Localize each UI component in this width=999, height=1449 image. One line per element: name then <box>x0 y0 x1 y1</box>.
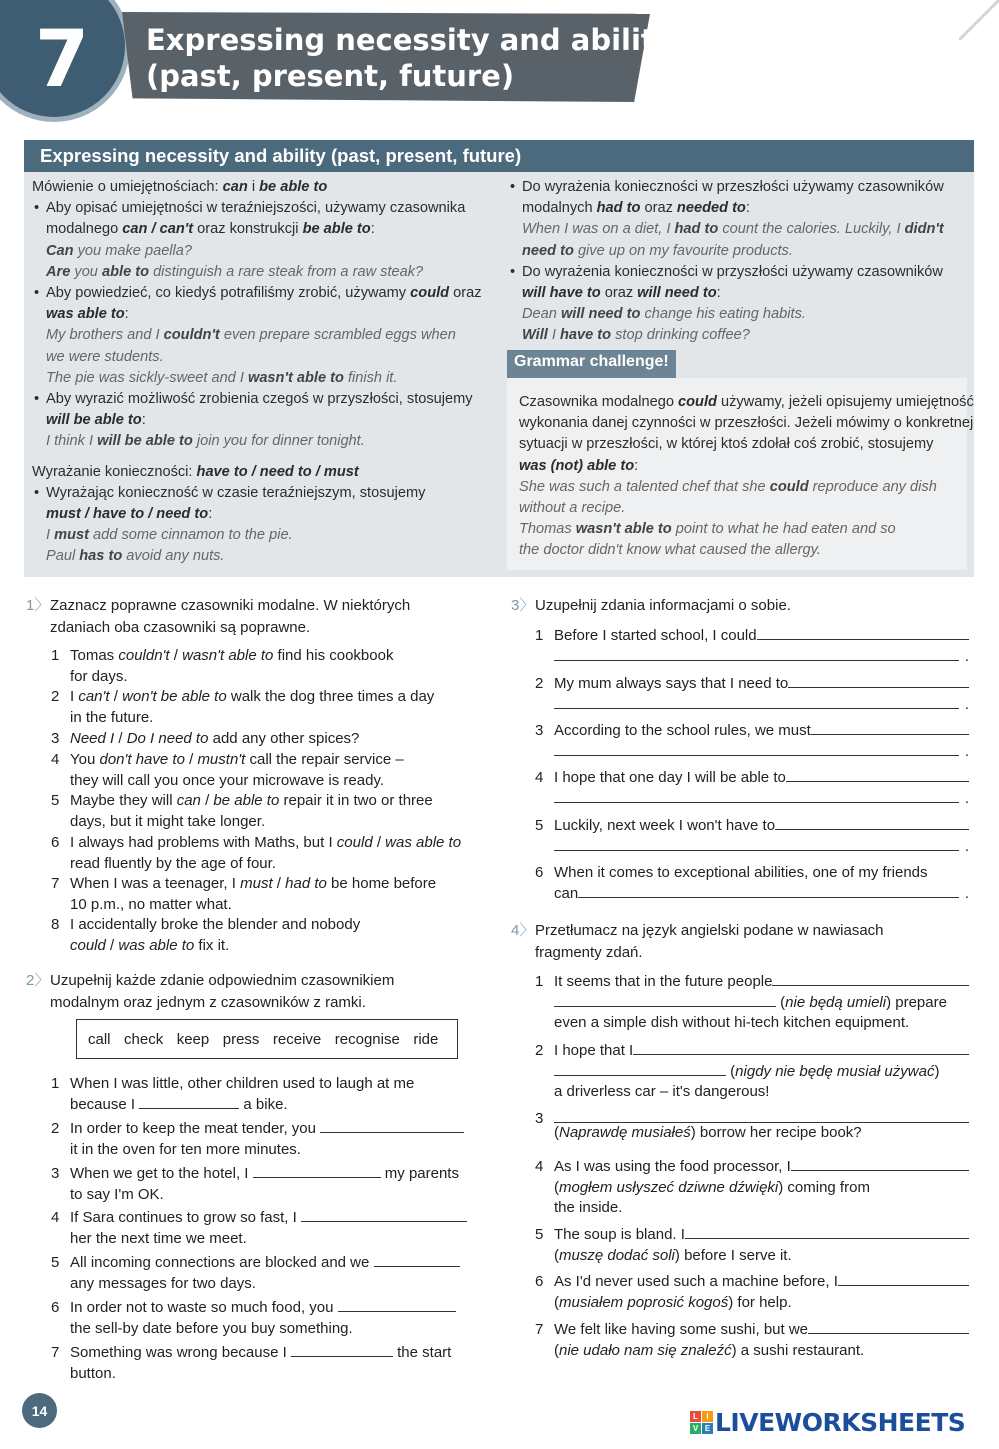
unit-number: 7 <box>34 15 90 105</box>
word-box <box>76 1019 458 1059</box>
translation-hint: mogłem usłyszeć dziwne dźwięki <box>559 1178 779 1196</box>
exercise-2-item: 4 If Sara continues to grow so fast, I her the next time we meet. <box>70 1208 467 1249</box>
exercise-4-item: 1 It seems that in the future people (nie będą umieli) prepare even a simple dish without hi-tech kitchen equipment. <box>554 972 969 1034</box>
option-b[interactable]: wasn't able to <box>182 647 274 664</box>
answer-blank[interactable] <box>554 1062 726 1076</box>
exercise-1-item: 2 I can't / won't be able to walk the dog three times a day in the future. <box>51 688 435 726</box>
word-box-item: receive <box>272 1030 322 1048</box>
liveworksheets-logo-icon: L I V E <box>690 1411 713 1434</box>
item-number: 6 <box>51 834 60 851</box>
item-number: 7 <box>51 875 60 892</box>
answer-blank[interactable] <box>320 1119 464 1133</box>
grammar-heading: Expressing necessity and ability (past, present, future) <box>24 140 974 172</box>
translation-hint: nie będą umieli <box>785 993 887 1011</box>
answer-blank[interactable] <box>788 674 969 688</box>
item-number: 2 <box>535 675 544 692</box>
grammar-bullet: • Do wyrażenia konieczności w przyszłości używamy czasowników will have to oraz will need to: Dean will need to change his eating habits. Will I have to stop drinking coffee? <box>508 262 968 347</box>
grammar-bullet: • Aby opisać umiejętności w teraźniejszości, używamy czasownika modalnego can / can't oraz konstrukcji be able to: Can you make paella? Are you able to distinguish a rare steak from a raw steak? <box>32 198 492 283</box>
exercise-3-item: 3 According to the school rules, we must . <box>535 722 969 760</box>
unit-title-line2: (past, present, future) <box>146 59 515 93</box>
exercise-3-heading: 3〉 Uzupełnij zdania informacjami o sobie. <box>535 595 965 617</box>
grammar-bullet: • Aby wyrazić możliwość zrobienia czegoś w przyszłości, stosujemy will be able to: I think I will be able to join you for dinner tonight. <box>32 389 492 453</box>
answer-blank[interactable] <box>338 1298 456 1312</box>
item-number: 5 <box>535 817 544 834</box>
answer-blank[interactable] <box>633 1041 969 1055</box>
exercise-4-item: 4 As I was using the food processor, I (mogłem usłyszeć dziwne dźwięki) coming from the inside. <box>554 1157 969 1219</box>
answer-blank[interactable] <box>554 742 959 756</box>
exercise-2-heading: 2〉 Uzupełnij każde zdanie odpowiednim czasownikiem modalnym oraz jednym z czasowników z ramki. <box>26 972 395 1011</box>
word-box-item: ride <box>413 1030 439 1048</box>
item-number: 3 <box>51 730 60 747</box>
option-b[interactable]: was able to <box>118 936 195 954</box>
word-box-item: keep <box>176 1030 210 1048</box>
exercise-1-heading: 1〉 Zaznacz poprawne czasowniki modalne. W niektórych zdaniach oba czasowniki są poprawne. <box>26 597 411 636</box>
option-b[interactable]: Do I need to <box>126 730 209 747</box>
item-number: 3 <box>535 1110 544 1127</box>
exercise-3-item: 2 My mum always says that I need to . <box>535 675 969 713</box>
option-b[interactable]: won't be able to <box>122 688 227 705</box>
word-box-item: recognise <box>334 1030 400 1048</box>
item-number: 1 <box>535 627 544 644</box>
word-box-item: call <box>88 1030 111 1048</box>
grammar-bullet: • Aby powiedzieć, co kiedyś potrafiliśmy zrobić, używamy could oraz was able to: My brothers and I couldn't even prepare scrambled eggs when we were students. The pie was sickly-sweet and I wasn't able to finish it. <box>32 283 492 389</box>
option-a[interactable]: must <box>240 875 273 892</box>
answer-blank[interactable] <box>757 626 969 640</box>
answer-blank[interactable] <box>554 837 959 851</box>
option-a[interactable]: could <box>70 936 106 954</box>
answer-blank[interactable] <box>554 993 776 1007</box>
exercise-2-item: 7 Something was wrong because I the start button. <box>51 1344 452 1382</box>
translation-hint: Naprawdę musiałeś <box>559 1124 691 1141</box>
item-number: 5 <box>51 792 60 809</box>
answer-blank[interactable] <box>554 1109 969 1123</box>
exercise-1-item: 8 I accidentally broke the blender and nobody could / was able to fix it. <box>51 916 361 954</box>
exercise-4-heading: 4〉 Przetłumacz na język angielski podane w nawiasach fragmenty zdań. <box>511 922 884 961</box>
exercise-1-item: 6 I always had problems with Maths, but I could / was able to read fluently by the age of four. <box>51 834 462 872</box>
answer-blank[interactable] <box>554 789 959 803</box>
item-number: 4 <box>51 751 60 768</box>
exercise-1-item: 3 Need I / Do I need to add any other spices? <box>70 729 359 750</box>
answer-blank[interactable] <box>554 695 959 709</box>
translation-hint: nigdy nie będę musiał używać <box>735 1062 935 1080</box>
exercise-3-item: 6 When it comes to exceptional abilities, one of my friends can . <box>535 864 969 902</box>
option-b[interactable]: was able to <box>385 834 462 851</box>
item-number: 6 <box>535 1273 544 1290</box>
grammar-challenge-tab: Grammar challenge! <box>507 350 676 378</box>
exercise-3-item: 1 Before I started school, I could . <box>535 627 969 665</box>
answer-blank[interactable] <box>791 1157 969 1171</box>
exercise-2-item: 5 All incoming connections are blocked and we any messages for two days. <box>70 1253 460 1294</box>
exercise-3-item: 5 Luckily, next week I won't have to . <box>535 817 969 855</box>
answer-blank[interactable] <box>808 1320 969 1334</box>
option-a[interactable]: Need I <box>70 730 115 747</box>
answer-blank[interactable] <box>775 816 969 830</box>
exercise-3-item: 4 I hope that one day I will be able to . <box>535 769 969 807</box>
grammar-bullet: • Wyrażając konieczność w czasie teraźniejszym, stosujemy must / have to / need to: I must add some cinnamon to the pie. Paul has to avoid any nuts. <box>32 483 492 568</box>
item-number: 4 <box>535 769 544 786</box>
translation-hint: nie udało nam się znaleźć <box>559 1341 732 1359</box>
exercise-4-item: 2 I hope that I (nigdy nie będę musiał używać) a driverless car – it's dangerous! <box>554 1041 969 1103</box>
answer-blank[interactable] <box>772 972 969 986</box>
answer-blank[interactable] <box>578 884 959 898</box>
translation-hint: musiałem poprosić kogoś <box>559 1293 729 1311</box>
answer-blank[interactable] <box>301 1208 467 1222</box>
item-number: 8 <box>51 916 60 933</box>
exercise-2-item: 2 In order to keep the meat tender, you it in the oven for ten more minutes. <box>70 1119 464 1160</box>
exercise-1-item: 7 When I was a teenager, I must / had to be home before 10 p.m., no matter what. <box>51 875 437 913</box>
exercise-4-item: 7 We felt like having some sushi, but we (nie udało nam się znaleźć) a sushi restaurant. <box>554 1320 969 1361</box>
answer-blank[interactable] <box>811 721 969 735</box>
exercise-4-item: 5 The soup is bland. I (muszę dodać soli) before I serve it. <box>554 1225 969 1266</box>
unit-number-badge <box>0 0 130 122</box>
option-b[interactable]: had to <box>285 875 327 892</box>
answer-blank[interactable] <box>786 768 969 782</box>
translation-hint: muszę dodać soli <box>559 1246 675 1264</box>
answer-blank[interactable] <box>685 1225 969 1239</box>
answer-blank[interactable] <box>139 1095 239 1109</box>
item-number: 2 <box>535 1042 544 1059</box>
option-a[interactable]: don't have to <box>99 751 185 768</box>
page-number: 14 <box>22 1393 57 1428</box>
exercise-1-item: 1 Tomas couldn't / wasn't able to find his cookbook for days. <box>51 647 394 685</box>
grammar-left-column: Mówienie o umiejętnościach: can i be able to • Aby opisać umiejętności w teraźniejszości, używamy czasownika modalnego can / can't oraz konstrukcji be able to: Can you make paella? Are you able to distinguish a rare steak from a raw steak? • Aby powiedzieć, co kiedyś potrafiliśmy zrobić, używamy could oraz was able to: My brothers and I couldn't even prepare scrambled eggs when we were students. The pie was sickly-sweet and I wasn't able to finish it. • Aby wyrazić możliwość zrobienia czegoś w przyszłości, stosujemy will be able to: I think I will be able to join you for dinner tonight. Wyrażanie konieczności: have to / need to / must • Wyrażając konieczność w czasie teraźniejszym, stosujemy must / have to / need to: I must add some cinnamon to the pie. Paul has to avoid any nuts. <box>32 177 492 568</box>
word-box-item: press <box>222 1030 260 1048</box>
option-b[interactable]: mustn't <box>197 751 246 768</box>
item-number: 4 <box>535 1158 544 1175</box>
exercise-number: 2〉 <box>26 972 50 989</box>
grammar-right-column <box>508 177 968 347</box>
liveworksheets-logo: L I V E LIVEWORKSHEETS <box>690 1408 965 1437</box>
exercise-1-item: 5 Maybe they will can / be able to repair it in two or three days, but it might take longer. <box>51 792 433 830</box>
word-box-item: check <box>124 1030 164 1048</box>
option-a[interactable]: can't <box>78 688 110 705</box>
grammar-challenge-text: Czasownika modalnego could używamy, jeżeli opisujemy umiejętność wykonania danej czynności w przeszłości. Jeżeli mówimy o konkretnej sytuacji w przeszłości, w której ktoś zdołał coś zrobić, stosujemy was (not) able to: She was such a talented chef that she could reproduce any dish without a recipe. Thomas wasn't able to point to what he had eaten and so the doctor didn't know what caused the allergy. <box>519 394 974 559</box>
item-number: 3 <box>535 722 544 739</box>
option-a[interactable]: can <box>176 792 201 809</box>
answer-blank[interactable] <box>291 1343 393 1357</box>
item-number: 1 <box>535 973 544 990</box>
answer-blank[interactable] <box>838 1272 969 1286</box>
exercise-4-item: 6 As I'd never used such a machine before, I (musiałem poprosić kogoś) for help. <box>554 1272 969 1313</box>
item-number: 7 <box>535 1321 544 1338</box>
exercise-2-item: 6 In order not to waste so much food, you the sell-by date before you buy something. <box>70 1298 456 1339</box>
exercise-1-item: 4 You don't have to / mustn't call the repair service – they will call you once your microwave is ready. <box>51 751 404 789</box>
exercise-2-item: 3 When we get to the hotel, I my parents to say I'm OK. <box>51 1165 459 1203</box>
item-number: 6 <box>535 864 544 881</box>
grammar-bullet: • Do wyrażenia konieczności w przeszłości używamy czasowników modalnych had to oraz needed to: When I was on a diet, I had to count the calories. Luckily, I didn't need to give up on my favourite products. <box>508 177 968 262</box>
item-number: 2 <box>51 688 60 705</box>
unit-title <box>146 22 674 94</box>
exercise-4-item: 3 (Naprawdę musiałeś) borrow her recipe book? <box>554 1109 969 1144</box>
corner-decoration <box>959 0 999 40</box>
exercise-number: 1〉 <box>26 597 50 614</box>
answer-blank[interactable] <box>554 647 959 661</box>
exercise-number: 3〉 <box>511 597 535 614</box>
answer-blank[interactable] <box>374 1253 460 1267</box>
option-a[interactable]: could <box>336 834 373 851</box>
answer-blank[interactable] <box>253 1164 381 1178</box>
option-a[interactable]: couldn't <box>118 647 170 664</box>
option-b[interactable]: be able to <box>213 792 280 809</box>
exercise-number: 4〉 <box>511 922 535 939</box>
item-number: 5 <box>535 1226 544 1243</box>
item-number: 1 <box>51 647 60 664</box>
unit-title-line1: Expressing necessity and ability <box>146 23 674 57</box>
exercise-2-item: 1 When I was little, other children used to laugh at me because I a bike. <box>51 1075 415 1113</box>
